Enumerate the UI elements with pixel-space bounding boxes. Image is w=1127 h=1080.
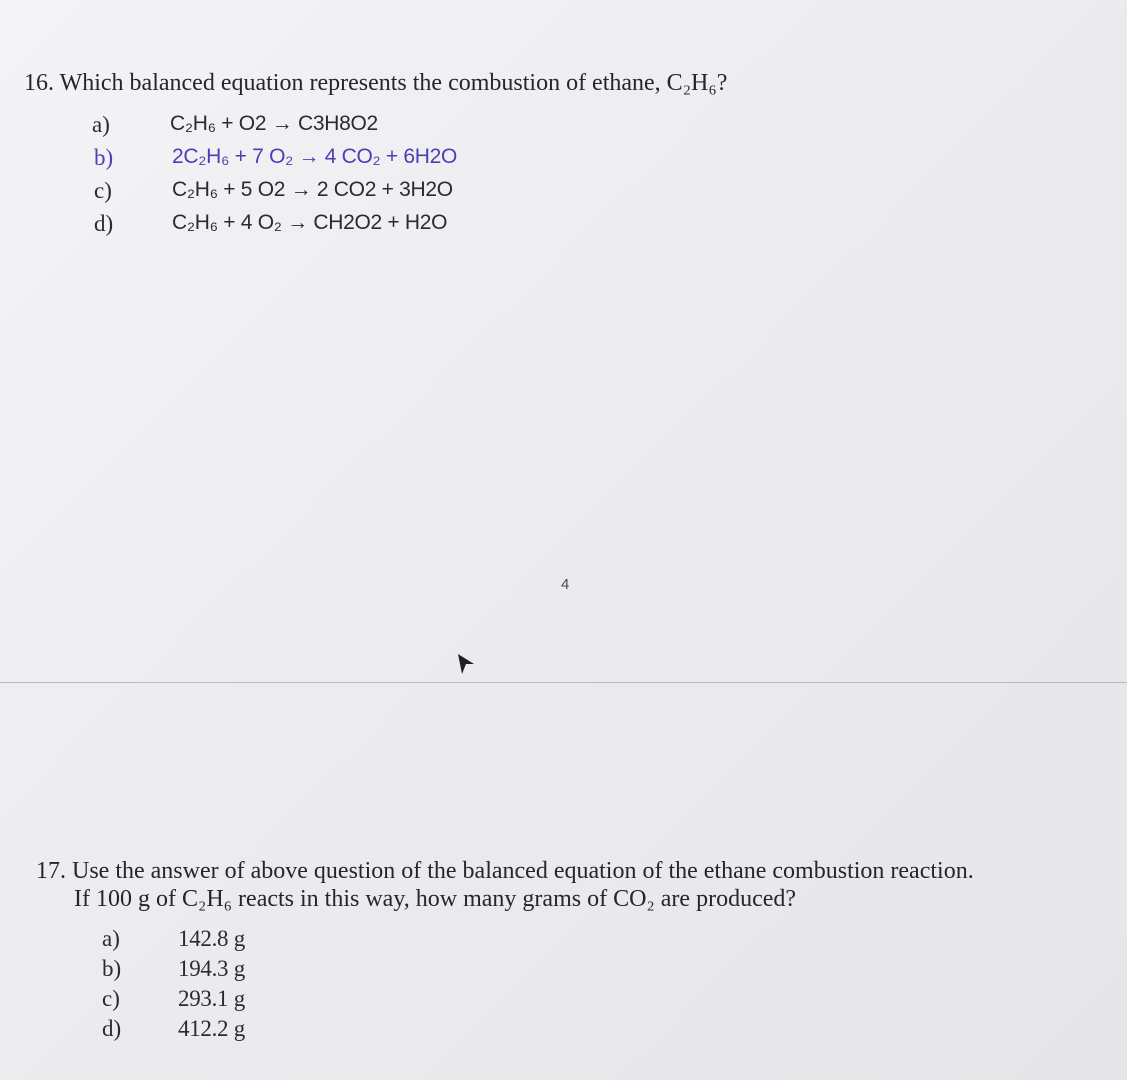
option-letter: b) [102, 956, 122, 981]
option-text: C₂H₆ + O2 → C3H8O2 [170, 112, 378, 135]
question-16-stem: 16. Which balanced equation represents the combustion of ethane, C₂H₆? [24, 70, 728, 96]
option-text: 142.8 g [178, 926, 245, 951]
mouse-cursor-icon [456, 652, 476, 676]
option-letter: c) [94, 178, 112, 203]
option-letter: a) [92, 112, 110, 137]
option-letter: a) [102, 926, 120, 951]
page-number: 4 [561, 576, 570, 593]
option-letter: d) [102, 1016, 122, 1041]
option-text: 2C₂H₆ + 7 O₂ → 4 CO₂ + 6H2O [172, 145, 458, 168]
option-text: C₂H₆ + 4 O₂ → CH2O2 + H2O [172, 211, 448, 234]
option-letter: c) [102, 986, 120, 1011]
option-text: 194.3 g [178, 956, 245, 981]
option-text: 412.2 g [178, 1016, 245, 1041]
option-letter: d) [94, 211, 114, 236]
option-letter: b) [94, 145, 114, 170]
option-text: 293.1 g [178, 986, 245, 1011]
page-divider [0, 682, 1127, 683]
option-text: C₂H₆ + 5 O2 → 2 CO2 + 3H2O [172, 178, 453, 201]
question-17-stem-line1: 17. Use the answer of above question of the balanced equation of the ethane combustion reaction. [36, 858, 974, 884]
question-17-stem-line2: If 100 g of C₂H₆ reacts in this way, how many grams of CO₂ are produced? [74, 886, 797, 912]
